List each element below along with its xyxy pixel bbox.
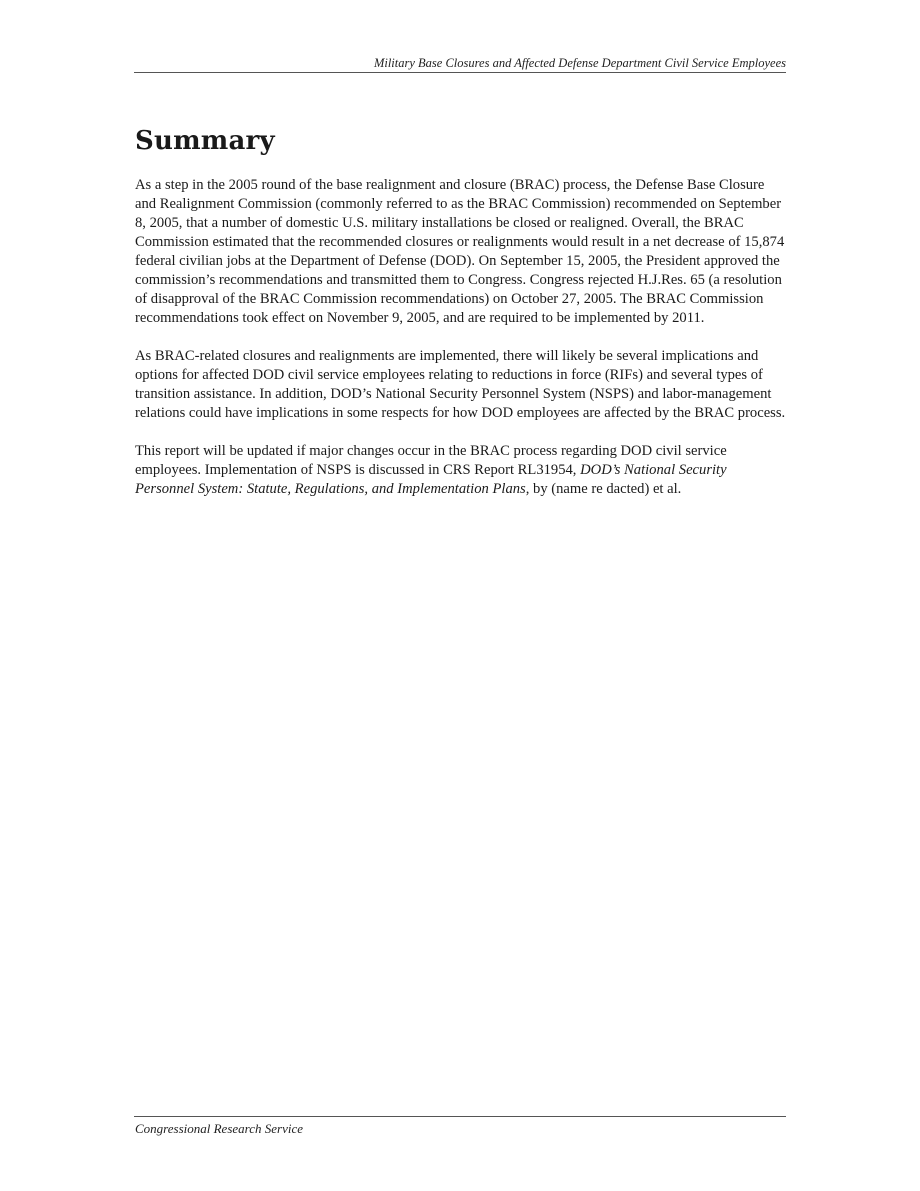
- footer-rule: [134, 1116, 786, 1117]
- paragraph-3-start: This report will be updated if major changes occur in the BRAC process regarding DOD civil service employees. Implementation of NSPS is discussed in CRS Report RL31954,: [135, 443, 727, 478]
- running-footer: Congressional Research Service: [135, 1121, 303, 1136]
- paragraph-3-end: , by (name re dacted) et al.: [525, 481, 682, 497]
- paragraph-3: [135, 442, 787, 499]
- report-title-citation: DOD’s National Security Personnel System: Statute, Regulations, and Implementation Plans: [135, 462, 727, 497]
- summary-body: [135, 176, 787, 518]
- section-title: Summary: [135, 126, 275, 156]
- paragraph-2: As BRAC-related closures and realignments are implemented, there will likely be several implications and options for affected DOD civil service employees relating to reductions in force (RIFs) and several types of transition assistance. In addition, DOD’s National Security Personnel System (NSPS) and labor-management relations could have implications in some respects for how DOD employees are affected by the BRAC process.: [135, 348, 786, 421]
- header-rule: [134, 72, 786, 73]
- running-header: Military Base Closures and Affected Defense Department Civil Service Employees: [373, 56, 786, 70]
- paragraph-1: As a step in the 2005 round of the base realignment and closure (BRAC) process, the Defense Base Closure and Realignment Commission (commonly referred to as the BRAC Commission) recommended on September 8, 2005, that a number of domestic U.S. military installations be closed or realigned. Overall, the BRAC Commission estimated that the recommended closures or realignments would result in a net decrease of 15,874 federal civilian jobs at the Department of Defense (DOD). On September 15, 2005, the President approved the commission’s recommendations and transmitted them to Congress. Congress rejected H.J.Res. 65 (a resolution of disapproval of the BRAC Commission recommendations) on October 27, 2005. The BRAC Commission recommendations took effect on November 9, 2005, and are required to be implemented by 2011.: [135, 177, 785, 326]
